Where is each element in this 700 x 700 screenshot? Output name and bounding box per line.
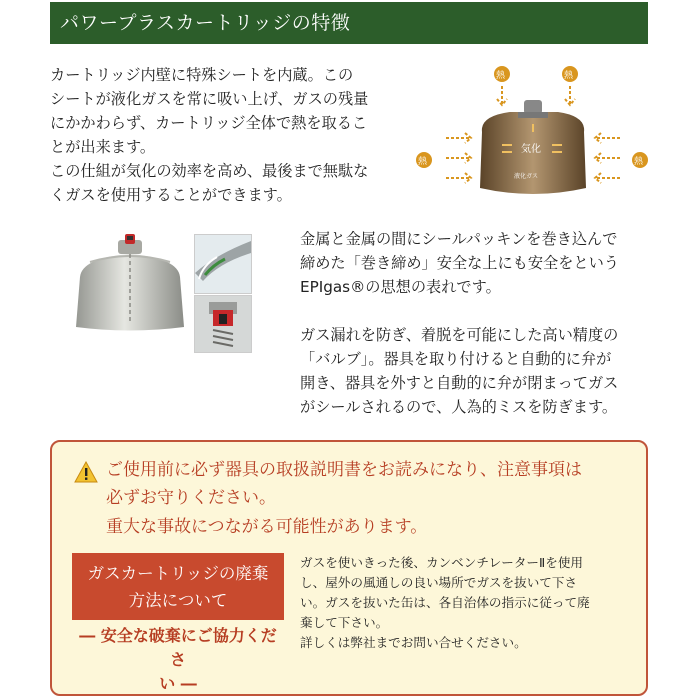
liquid-gas-label: 液化ガス [514,173,539,180]
warning-line-1: ご使用前に必ず器具の取扱説明書をお読みになり、注意事項は [106,460,582,480]
disposal-title-box [72,553,284,620]
warning-triangle-icon [74,461,98,483]
section-title: パワープラスカートリッジの特徴 [60,12,351,34]
disposal-subtitle [72,624,284,696]
vaporize-label: 気化 [521,144,541,155]
section-header [50,2,648,44]
heat-right [595,133,648,183]
seal-line: 金属と金属の間にシールパッキンを巻き込んで [300,230,618,248]
intro-paragraph [50,63,400,207]
heat-left [416,133,471,183]
disposal-line: 詳しくは弊社までお問い合せください。 [300,635,527,650]
valve-line: 開き、器具を外すと自動的に弁が閉まってガス [300,374,619,392]
cartridge-valve-shape [524,100,542,114]
disposal-subtitle-line-2: い ― [159,674,197,693]
disposal-instructions [300,553,635,653]
svg-text:熱: 熱 [496,71,506,81]
heat-top-left [494,66,510,105]
disposal-line: 棄して下さい。 [300,615,389,630]
valve-line: がシールされるので、人為的ミスを防ぎます。 [300,398,618,416]
intro-line: カートリッジ内壁に特殊シートを内蔵。この [50,66,354,84]
cartridge-image [70,232,190,342]
seal-paragraph [300,227,645,299]
svg-text:熱: 熱 [418,157,428,167]
intro-line: シートが液化ガスを常に吸い上げ、ガスの残量 [50,90,369,108]
intro-line: とが出来ます。 [50,138,156,156]
svg-text:熱: 熱 [564,71,574,81]
disposal-line: い。ガスを抜いた缶は、各自治体の指示に従って廃 [300,595,590,610]
disposal-title-line-2: 方法について [128,590,228,610]
disposal-subtitle-line-1: ― 安全な破棄にご協力くださ [79,626,277,669]
heat-top-right [562,66,578,105]
valve-line: ガス漏れを防ぎ、着脱を可能にした高い精度の [300,326,619,344]
intro-line: この仕組が気化の効率を高め、最後まで無駄な [50,162,369,180]
warning-line-3: 重大な事故につながる可能性があります。 [106,517,428,537]
intro-line: にかかわらず、カートリッジ全体で熱を取るこ [50,114,368,132]
valve-paragraph [300,323,645,419]
disposal-line: ガスを使いきった後、カンベンチレーターⅡを使用 [300,555,584,570]
valve-line: 「バルブ」。器具を取り付けると自動的に弁が [300,350,612,368]
vaporization-diagram [410,60,655,210]
disposal-title-line-1: ガスカートリッジの廃棄 [87,563,269,583]
svg-text:熱: 熱 [634,157,644,167]
valve-detail-image [194,295,252,353]
warning-line-2: 必ずお守りください。 [106,488,276,508]
seam-detail-image [194,234,252,294]
intro-line: くガスを使用することができます。 [50,186,292,204]
seal-line: 締めた「巻き締め」安全な上にも安全をという [300,254,619,272]
disposal-line: し、屋外の風通しの良い場所でガスを抜いて下さ [300,575,578,590]
seal-line: EPIgas®の思想の表れです。 [300,278,501,296]
